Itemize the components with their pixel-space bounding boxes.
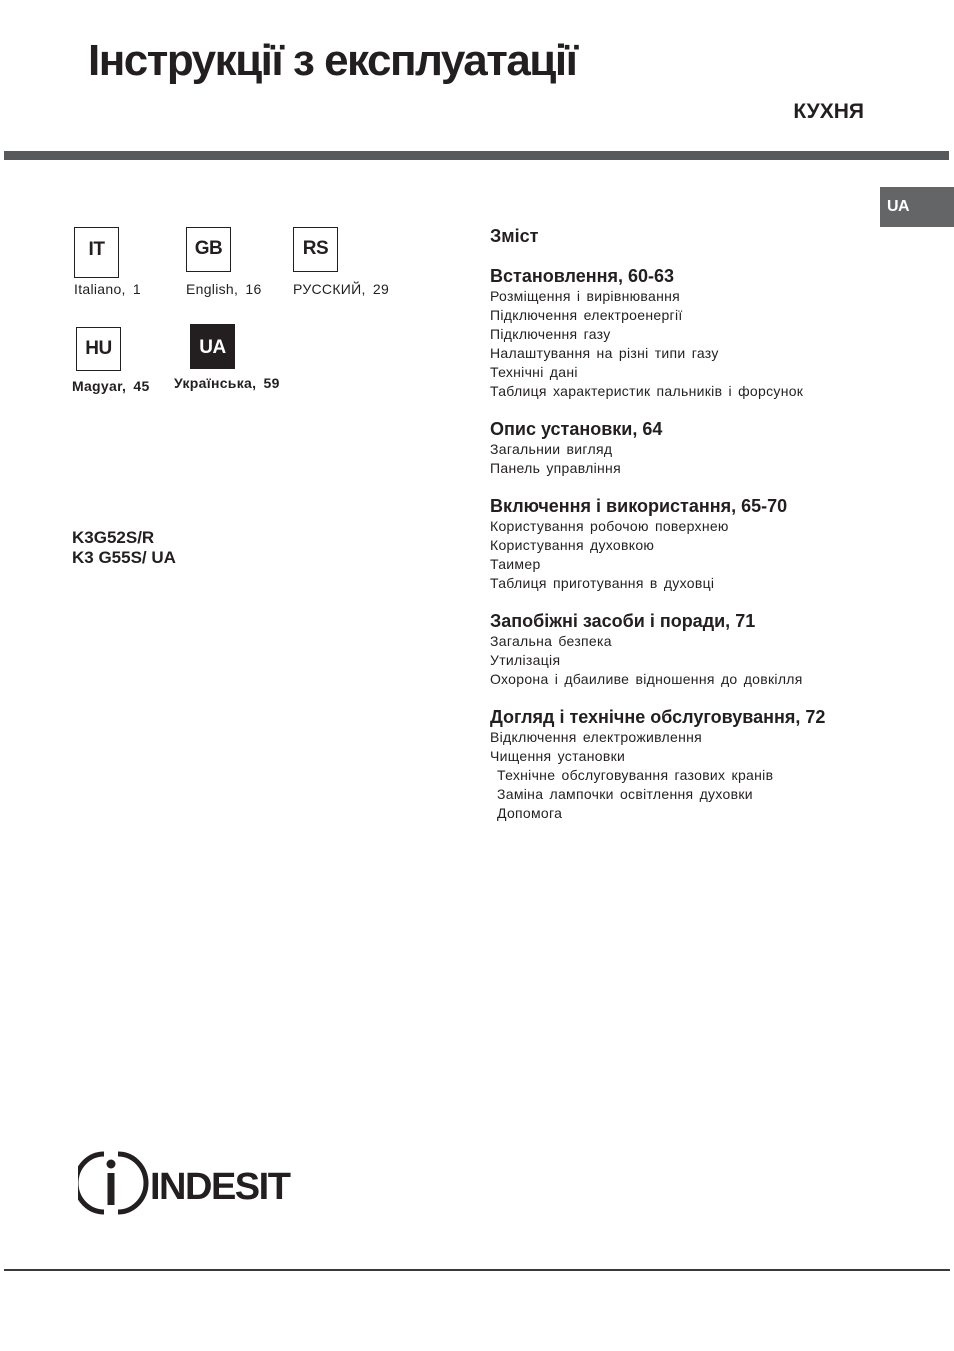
toc-item: Таблиця характеристик пальників і форсунок <box>490 383 804 399</box>
toc-section-safety <box>490 610 870 689</box>
indesit-i-logo-icon <box>78 1154 146 1212</box>
model-number: K3G52S/R <box>72 528 155 547</box>
toc-section-usage <box>490 495 870 593</box>
toc-item: Панель управління <box>490 460 621 476</box>
toc-item: Технічні дані <box>490 364 578 380</box>
toc-item: Чищення установки <box>490 748 626 764</box>
toc-heading: Догляд і технічне обслуговування, 72 <box>490 707 826 727</box>
toc-item: Підключення електроенергії <box>490 307 683 323</box>
lang-label-it: Italiano, 1 <box>74 281 142 297</box>
toc-item: Допомога <box>497 805 563 821</box>
indesit-logo-text: INDESIT <box>150 1166 290 1208</box>
toc-item: Користування духовкою <box>490 537 655 553</box>
lang-label-gb: English, 16 <box>186 281 262 297</box>
toc-item: Розміщення і вирівнювання <box>490 288 681 304</box>
toc-heading: Запобіжні засоби і поради, 71 <box>490 611 756 631</box>
toc-item: Охорона і дбаиливе відношення до довкілля <box>490 671 803 687</box>
category-label: КУХНЯ <box>793 100 864 123</box>
document-title: Інструкції з експлуатації <box>88 36 577 85</box>
toc-section-installation <box>490 265 870 401</box>
model-number: K3 G55S/ UA <box>72 548 176 567</box>
toc-item: Таимер <box>490 556 541 572</box>
toc-item: Заміна лампочки освітлення духовки <box>497 786 753 802</box>
language-side-tab: UA <box>880 187 954 227</box>
lang-label-hu: Magyar, 45 <box>72 378 150 394</box>
toc-item: Технічне обслуговування газових кранів <box>497 767 774 783</box>
lang-box-ua: UA <box>190 324 235 369</box>
toc-section-maintenance <box>490 706 870 823</box>
toc-heading: Включення і використання, 65-70 <box>490 496 788 516</box>
indesit-logo <box>78 1150 310 1216</box>
toc-item: Користування робочою поверхнею <box>490 518 729 534</box>
toc-item: Підключення газу <box>490 326 611 342</box>
lang-box-it: IT <box>74 227 119 278</box>
table-of-contents <box>490 225 870 840</box>
lang-label-rs: РУССКИЙ, 29 <box>293 281 390 297</box>
toc-title: Зміст <box>490 226 539 246</box>
lang-box-rs: RS <box>293 227 338 272</box>
bottom-divider <box>4 1269 950 1271</box>
toc-item: Загальнии вигляд <box>490 441 613 457</box>
toc-item: Утилізація <box>490 652 561 668</box>
top-divider <box>4 151 949 160</box>
toc-item: Налаштування на різні типи газу <box>490 345 719 361</box>
lang-label-ua: Українська, 59 <box>174 375 280 391</box>
toc-item: Таблиця приготування в духовці <box>490 575 715 591</box>
toc-item: Відключення електроживлення <box>490 729 703 745</box>
toc-section-description <box>490 418 870 478</box>
lang-box-hu: HU <box>76 327 121 371</box>
toc-item: Загальна безпека <box>490 633 612 649</box>
toc-heading: Опис установки, 64 <box>490 419 663 439</box>
lang-box-gb: GB <box>186 227 231 272</box>
model-numbers <box>72 528 176 568</box>
toc-heading: Встановлення, 60-63 <box>490 266 675 286</box>
